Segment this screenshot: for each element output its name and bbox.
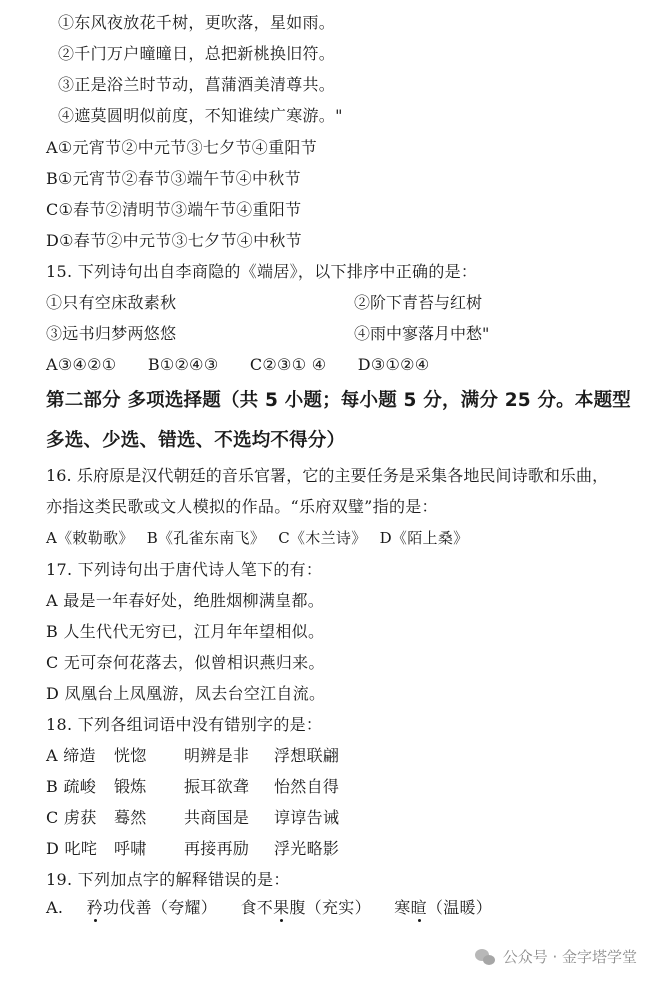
q18-c-3: 共商国是 xyxy=(184,808,250,827)
q15-choices xyxy=(46,355,429,375)
q18-a-4: 浮想联翩 xyxy=(274,746,340,765)
option-3: ③正是浴兰时节动，菖蒲酒美清尊共。 xyxy=(58,75,336,94)
q18-row-b xyxy=(46,777,339,797)
q18-c-1: C 虏获 xyxy=(46,808,97,827)
option-4: ④遮莫圆明似前度，不知谁续广寒游。" xyxy=(58,106,343,125)
watermark-text: 公众号 · 金字塔学堂 xyxy=(502,948,637,966)
q19-a-dotted-3: 暄 xyxy=(410,898,427,917)
wechat-icon xyxy=(475,948,497,966)
q17-stem: 17. 下列诗句出于唐代诗人笔下的有： xyxy=(46,560,323,579)
q19-a-dotted-1: 矜 xyxy=(86,898,103,917)
q19-a-label: A. xyxy=(46,898,64,917)
q18-d-2: 呼啸 xyxy=(114,839,147,858)
option-1: ①东风夜放花千树，更吹落，星如雨。 xyxy=(58,13,336,32)
q19-a-text-5: （温暖） xyxy=(426,898,493,917)
q18-row-c xyxy=(46,808,339,828)
q18-a-2: 恍惚 xyxy=(114,746,147,765)
q17-choice-d: D 凤凰台上凤凰游，凤去台空江自流。 xyxy=(46,684,326,703)
q16-choice-a: A《敕勒歌》 xyxy=(46,529,134,547)
q17-choice-b: B 人生代代无穷已，江月年年望相似。 xyxy=(46,622,325,641)
q18-d-3: 再接再励 xyxy=(184,839,250,858)
q19-a-text-2: 食不 xyxy=(240,898,274,917)
q18-c-4: 谆谆告诫 xyxy=(274,808,340,827)
section-heading-line1: 第二部分 多项选择题（共 5 小题；每小题 5 分，满分 25 分。本题型 xyxy=(46,390,631,411)
q15-item-2: ②阶下青苔与红树 xyxy=(354,293,483,312)
q19-a-text-3: 腹（充实） xyxy=(289,898,371,917)
q16-choice-c: C《木兰诗》 xyxy=(278,529,367,547)
q15-choice-a: A③④②① xyxy=(46,355,117,374)
q17-choice-c: C 无可奈何花落去，似曾相识燕归来。 xyxy=(46,653,325,672)
q15-stem: 15. 下列诗句出自李商隐的《端居》，以下排序中正确的是： xyxy=(46,262,478,281)
q15-item-4: ④雨中寥落月中愁" xyxy=(354,324,490,343)
q16-choice-b: B《孔雀东南飞》 xyxy=(146,529,266,547)
q14-answer-c: C①春节②清明节③端午节④重阳节 xyxy=(46,200,302,219)
q15-choice-d: D③①②④ xyxy=(357,355,430,374)
q19-choice-a xyxy=(46,898,492,918)
q19-a-dotted-2: 果 xyxy=(273,898,290,917)
q18-a-3: 明辨是非 xyxy=(184,746,250,765)
q14-answer-d: D①春节②中元节③七夕节④中秋节 xyxy=(46,231,302,250)
watermark xyxy=(475,946,637,967)
q19-a-text-4: 寒 xyxy=(394,898,411,917)
q18-d-4: 浮光略影 xyxy=(274,839,340,858)
q18-c-2: 蓦然 xyxy=(114,808,147,827)
q18-b-3: 振耳欲聋 xyxy=(184,777,250,796)
q18-b-4: 怡然自得 xyxy=(274,777,340,796)
q15-item-1: ①只有空床敌素秋 xyxy=(46,293,177,312)
q18-b-1: B 疏峻 xyxy=(46,777,97,796)
q19-stem: 19. 下列加点字的解释错误的是： xyxy=(46,870,290,889)
q18-row-d xyxy=(46,839,339,859)
q19-a-text-1: 功伐善（夸耀） xyxy=(102,898,218,917)
q14-answer-a: A①元宵节②中元节③七夕节④重阳节 xyxy=(46,138,317,157)
section-heading-line2: 多选、少选、错选、不选均不得分） xyxy=(46,430,346,451)
option-2: ②千门万户曈曈日，总把新桃换旧符。 xyxy=(58,44,336,63)
q18-d-1: D 叱咤 xyxy=(46,839,98,858)
q18-stem: 18. 下列各组词语中没有错别字的是： xyxy=(46,715,323,734)
q18-row-a xyxy=(46,746,339,766)
q17-choice-a: A 最是一年春好处，绝胜烟柳满皇都。 xyxy=(46,591,325,610)
q14-answer-b: B①元宵节②春节③端午节④中秋节 xyxy=(46,169,301,188)
q18-a-1: A 缔造 xyxy=(46,746,96,765)
q16-stem-line1: 16. 乐府原是汉代朝廷的音乐官署，它的主要任务是采集各地民间诗歌和乐曲， xyxy=(46,466,609,485)
q15-choice-c: C②③① ④ xyxy=(249,355,327,374)
q16-stem-line2: 亦指这类民歌或文人模拟的作品。“乐府双璧”指的是： xyxy=(46,497,438,516)
q18-b-2: 锻炼 xyxy=(114,777,147,796)
q16-choices xyxy=(46,528,468,548)
q15-item-3: ③远书归梦两悠悠 xyxy=(46,324,177,343)
q15-choice-b: B①②④③ xyxy=(147,355,219,374)
q16-choice-d: D《陌上桑》 xyxy=(379,529,469,547)
